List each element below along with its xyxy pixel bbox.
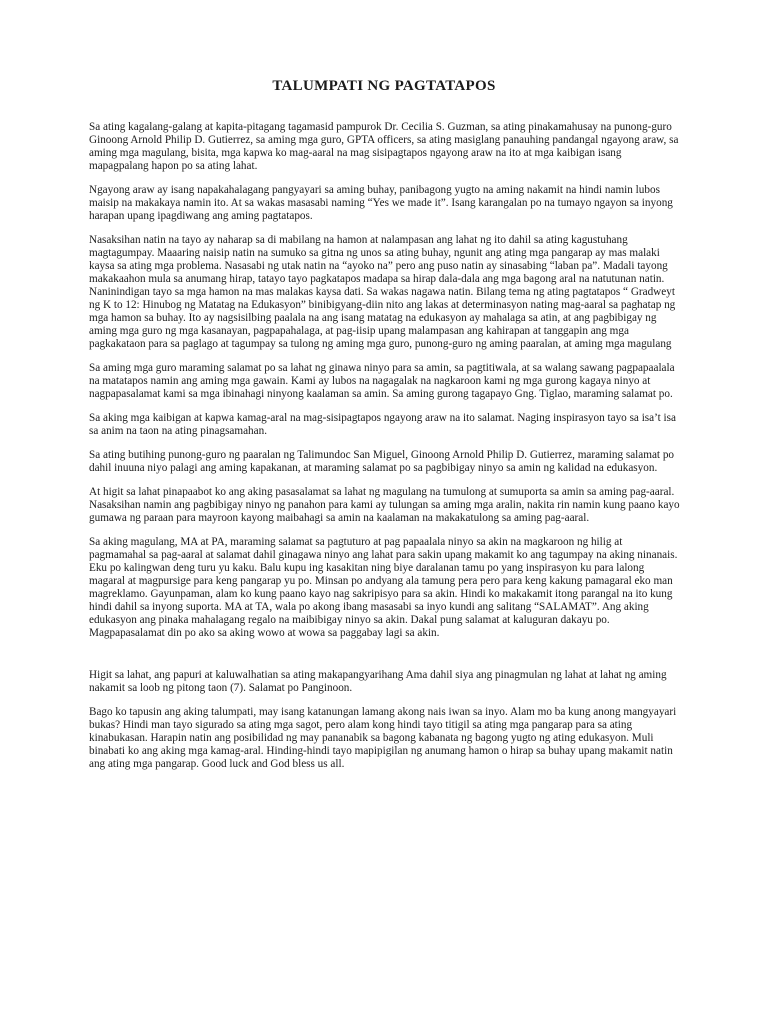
paragraph-milestone: Ngayong araw ay isang napakahalagang pangyayari sa aming buhay, panibagong yugto na aming nakamit na hindi namin lubos maisip na makakaya namin ito. At sa wakas masasabi naming “Yes we made it”. Isang karangalan po na tumayo ngayon sa inyong harapan upang ipagdiwang ang aming pagtatapos. bbox=[89, 184, 673, 222]
paragraph-challenges: Nasaksihan natin na tayo ay naharap sa di mabilang na hamon at nalampasan ang lahat ng ito dahil sa ating kagustuhang magtagumpay. Maaaring naisip natin na sumuko sa gitna ng unos sa ating buhay, ngunit ang ating mga pangarap ay mas malaki kaysa sa ating mga problema. Nasasabi ng utak natin na “ayoko na” pero ang puso natin ay sinasabing “laban pa”. Madali tayong makakaahon mula sa anumang hirap, tatayo tayo pagkatapos madapa sa hirap dala-dala ang mga bagong aral na natutunan natin. Naninindigan tayo sa mga hamon na mas malakas kaysa dati. Sa wakas nagawa natin. Bilang tema ng ating pagtatapos “ Gradweyt ng K to 12: Hinubog ng Matatag na Edukasyon” binibigyang-diin nito ang lakas at determinasyon nating mag-aaral sa paghatap ng mga hamon sa buhay. Ito ay nagsisilbing paalala na ang isang matatag na edukasyon ay mahalaga sa atin, at ang pagbibigay ng aming mga guro ng mga kasanayan, pagpapahalaga, at pag-iisip upang malampasan ang kahirapan at tanggapin ang mga pagkakataon para sa paglago at tagumpay sa tulong ng aming mga guro, punong-guro ng aming paaralan, at aming mga magulang bbox=[89, 234, 676, 350]
paragraph-classmates: Sa aking mga kaibigan at kapwa kamag-aral na mag-sisipagtapos ngayong araw na ito salamat. Naging inspirasyon tayo sa isa’t isa sa anim na taon na ating pinagsamahan. bbox=[89, 412, 676, 437]
paragraph-teachers: Sa aming mga guro maraming salamat po sa lahat ng ginawa ninyo para sa amin, sa pagtitiwala, at sa walang sawang pagpapaalala na matatapos namin ang aming mga gawain. Kami ay lubos na nagagalak na nagkaroon kami ng mga gurong kagaya ninyo at nagpapasalamat kami sa mga ibinahagi ninyong kaalaman sa amin. Sa aming gurong tagapayo Gng. Tiglao, maraming salamat po. bbox=[89, 362, 675, 400]
paragraph-principal: Sa ating butihing punong-guro ng paaralan ng Talimundoc San Miguel, Ginoong Arnold Philip D. Gutierrez, maraming salamat po dahil inuuna niyo palagi ang aming kapakanan, at maraming salamat po sa pagbibigay ninyo sa amin ng kalidad na edukasyon. bbox=[89, 449, 675, 474]
paragraph-greeting: Sa ating kagalang-galang at kapita-pitagang tagamasid pampurok Dr. Cecilia S. Guzman, sa ating pinakamahusay na punong-guro Ginoong Arnold Philip D. Gutierrez, sa aming mga guro, GPTA officers, sa ating masiglang panauhing pandangal ngayong araw, sa aming mga magulang, bisita, mga kapwa ko mag-aaral na mag sisipagtapos ngayong araw na ito at mga kaibigan isang mapagpalang hapon po sa ating lahat. bbox=[89, 121, 679, 172]
paragraph-gratitude-god: Higit sa lahat, ang papuri at kaluwalhatian sa ating makapangyarihang Ama dahil siya ang pinagmulan ng lahat at lahat ng aming nakamit sa loob ng pitong taon (7). Salamat po Panginoon. bbox=[89, 669, 667, 694]
paragraph-parents: At higit sa lahat pinapaabot ko ang aking pasasalamat sa lahat ng magulang na tumulong at sumuporta sa amin sa aming pag-aaral. Nasaksihan namin ang pagbibigay ninyo ng panahon para kami ay tulungan sa aming mga aralin, nakita rin namin kung paano kayo gumawa ng paraan para mayroon kayong maibahagi sa amin na kaalaman na makakatulong sa aming pag-aaral. bbox=[89, 486, 680, 524]
paragraph-closing: Bago ko tapusin ang aking talumpati, may isang katanungan lamang akong nais iwan sa inyo. Alam mo ba kung anong mangyayari bukas? Hindi man tayo sigurado sa ating mga sagot, pero alam kong hindi tayo titigil sa ating mga pangarap para sa ating kinabukasan. Harapin natin ang posibilidad ng may pananabik sa bagong kabanata ng bagong yugto ng ating edukasyon. Muli binabati ko ang aking mga kamag-aral. Hinding-hindi tayo mapipigilan ng anumang hamon o hirap sa buhay upang makamit natin ang ating mga pangarap. Good luck and God bless us all. bbox=[89, 706, 677, 770]
paragraph-own-parents: Sa aking magulang, MA at PA, maraming salamat sa pagtuturo at pag papaalala ninyo sa akin na magkaroon ng hilig at pagmamahal sa pag-aaral at salamat dahil ginagawa ninyo ang lahat para sakin upang makamit ko ang tagumpay na aking ninanais. Eku po kalingwan deng turu yu kaku. Balu kupu ing kasakitan ning biye daralanan tamu po yang inspirasyon ku para lalong magaral at magpursige para keng pangarap yu po. Minsan po andyang ala tamung pera pero para keng kakung pamagaral eko man magreklamo. Gayunpaman, alam ko kung paano kayo nag sakripisyo para sa akin. Hindi ko makakamit itong parangal na ito kung hindi dahil sa inyong suporta. MA at TA, wala po akong ibang masasabi sa inyo kundi ang salitang “SALAMAT”. Ang aking edukasyon ang pinaka mahalagang regalo na maibibigay ninyo sa akin. Dakal pung salamat at kaluguran dakayu po. Magpapasalamat din po ako sa aking wowo at wowa sa paggabay lagi sa akin. bbox=[89, 536, 678, 639]
document-body bbox=[89, 121, 681, 782]
document-title: TALUMPATI NG PAGTATAPOS bbox=[272, 78, 496, 94]
